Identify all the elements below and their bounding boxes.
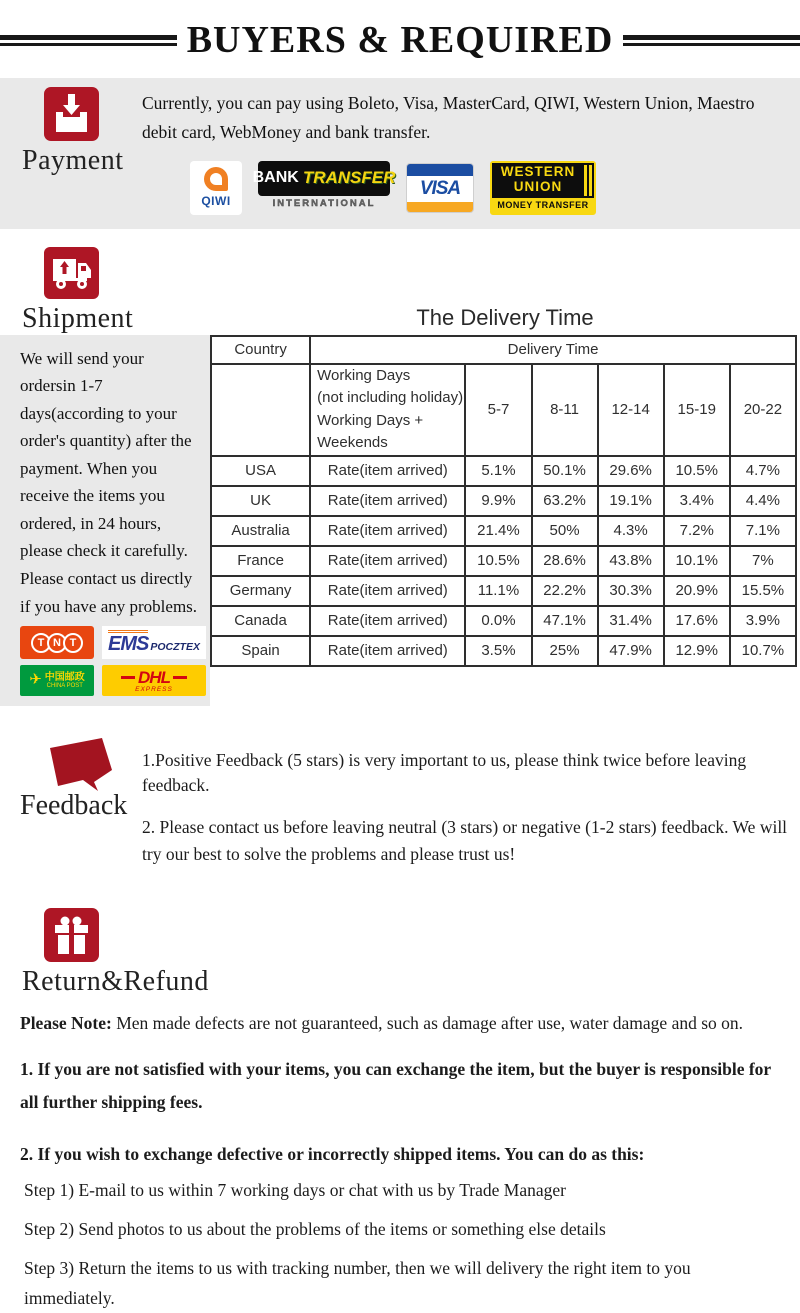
working-days-cell: Working Days (not including holiday) Working Days + Weekends [310, 364, 465, 456]
header-rule-left [0, 35, 177, 46]
feedback-point-1: 1.Positive Feedback (5 stars) is very important to us, please think twice before leaving feedback. [142, 750, 747, 795]
western-union-badge [492, 163, 594, 198]
ems-pocztex-logo [102, 626, 206, 659]
table-row: UK Rate(item arrived) 9.9% 63.2% 19.1% 3.4% 4.4% [211, 486, 796, 516]
china-post-logo [20, 665, 94, 696]
return-point-2: 2. If you wish to exchange defective or incorrectly shipped items. You can do as this: [20, 1144, 645, 1165]
page-header [0, 16, 800, 64]
tnt-logo [20, 626, 94, 659]
return-refund-notes [0, 1010, 800, 1313]
delivery-time-title: The Delivery Time [416, 304, 594, 330]
bank-word: BANK [252, 169, 299, 187]
table-row: Spain Rate(item arrived) 3.5% 25% 47.9% 12.9% 10.7% [211, 636, 796, 666]
qiwi-ring-icon [204, 167, 228, 191]
china-post-cn: 中国邮政 [44, 671, 85, 683]
shipment-label: Shipment [22, 302, 134, 334]
feedback-label: Feedback [20, 790, 128, 822]
table-row: France Rate(item arrived) 10.5% 28.6% 43.8% 10.1% 7% [211, 546, 796, 576]
feedback-content [142, 734, 800, 868]
china-post-en: CHINA POST [46, 682, 83, 689]
please-note-bold: Please Note: [20, 1013, 112, 1034]
shipment-body [0, 335, 800, 706]
payment-label: Payment [22, 145, 124, 176]
union-word: UNION [513, 179, 563, 195]
bank-transfer-badge [252, 161, 396, 196]
feedback-point-2: 2. Please contact us before leaving neutral (3 stars) or negative (1-2 stars) feedback. We will try our best to solve the problems and please trust us! [142, 817, 788, 865]
delivery-time-table [210, 335, 797, 667]
money-transfer-word: MONEY TRANSFER [492, 198, 594, 213]
shipment-note: We will send your ordersin 1-7 days(according to your order's quantity) after the payment. When you receive the items you ordered, in 24 hours, please check it carefully. Please contact us directly if you have any problems. [20, 348, 198, 616]
china-post-emblem-icon: ✈ [29, 672, 42, 689]
western-union-bars-icon [584, 163, 594, 198]
return-refund-label: Return&Refund [22, 966, 209, 998]
range-header: 5-7 [465, 364, 531, 456]
payment-section [0, 78, 800, 229]
return-refund-section [0, 908, 800, 998]
feedback-label-block [0, 734, 142, 868]
shipment-note-box [0, 335, 210, 706]
payment-description: Currently, you can pay using Boleto, Visa, MasterCard, QIWI, Western Union, Maestro debit card, WebMoney and bank transfer. [142, 93, 755, 142]
visa-blue-band [407, 164, 473, 176]
payment-content [142, 87, 800, 215]
range-header: 15-19 [664, 364, 730, 456]
transfer-word: TRANSFER [302, 168, 396, 188]
shipment-truck-icon [44, 247, 99, 299]
range-header: 20-22 [730, 364, 796, 456]
table-row: Canada Rate(item arrived) 0.0% 47.1% 31.4% 17.6% 3.9% [211, 606, 796, 636]
delivery-table-wrap [210, 335, 800, 706]
dhl-express-word: EXPRESS [135, 685, 173, 693]
range-header: 8-11 [532, 364, 598, 456]
tnt-letter: N [47, 633, 67, 653]
return-step-2: Step 2) Send photos to us about the problems of the items or something else details [24, 1219, 606, 1240]
international-word: INTERNATIONAL [272, 197, 376, 209]
dhl-dash-icon [173, 676, 187, 679]
please-note-text: Men made defects are not guaranteed, such as damage after use, water damage and so on. [111, 1013, 744, 1034]
range-header: 12-14 [598, 364, 664, 456]
dhl-dash-icon [121, 676, 135, 679]
please-note-line [20, 1010, 780, 1036]
visa-logo [406, 163, 474, 213]
payment-label-block [0, 87, 142, 215]
shipment-header [0, 247, 800, 335]
table-row: Australia Rate(item arrived) 21.4% 50% 4.3% 7.2% 7.1% [211, 516, 796, 546]
shipment-label-block [0, 247, 210, 335]
feedback-section [0, 734, 800, 868]
page [0, 16, 800, 1313]
visa-wordmark: VISA [419, 177, 461, 199]
visa-gold-band [407, 202, 473, 212]
qiwi-logo [190, 161, 242, 215]
payment-icon [44, 87, 99, 141]
gift-box-icon [44, 908, 99, 962]
table-row: USA Rate(item arrived) 5.1% 50.1% 29.6% 10.5% 4.7% [211, 456, 796, 486]
carrier-logos [20, 626, 200, 696]
western-union-logo [490, 161, 596, 215]
pocztex-wordmark: POCZTEX [150, 640, 200, 653]
tnt-letter: T [63, 633, 83, 653]
header-rule-right [623, 35, 800, 46]
dhl-logo [102, 665, 206, 696]
bank-transfer-logo [252, 161, 396, 209]
return-step-1: Step 1) E-mail to us within 7 working days or chat with us by Trade Manager [24, 1180, 566, 1201]
page-title: BUYERS & REQUIRED [186, 19, 614, 61]
return-point-1: 1. If you are not satisfied with your items, you can exchange the item, but the buyer is responsible for all further shipping fees. [20, 1058, 771, 1112]
ems-wordmark: EMS [108, 630, 148, 656]
empty-header-cell [211, 364, 310, 456]
table-row: Germany Rate(item arrived) 11.1% 22.2% 30.3% 20.9% 15.5% [211, 576, 796, 606]
tnt-letter: T [31, 633, 51, 653]
dhl-wordmark: DHL [138, 667, 170, 687]
feedback-bubble-icon [38, 734, 120, 792]
col-header-country: Country [211, 336, 310, 364]
payment-logos [190, 161, 786, 215]
qiwi-wordmark: QIWI [201, 194, 231, 209]
western-word: WESTERN [500, 164, 576, 180]
return-step-3: Step 3) Return the items to us with tracking number, then we will delivery the right item to you immediately. [24, 1257, 691, 1308]
col-header-delivery-time: Delivery Time [310, 336, 796, 364]
